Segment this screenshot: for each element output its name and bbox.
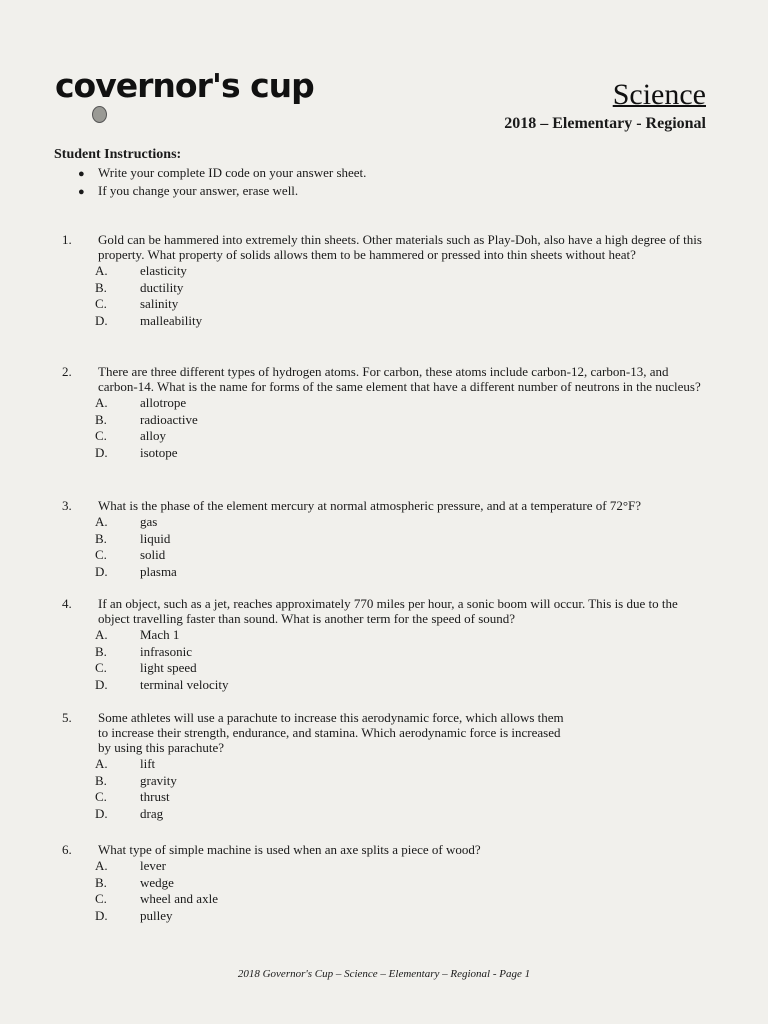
- instruction-item: ● If you change your answer, erase well.: [78, 182, 366, 200]
- question-number: 1.: [62, 232, 72, 247]
- choice-b: B. liquid: [95, 530, 171, 546]
- answer-choices: [95, 858, 712, 924]
- subject-title: Science: [612, 78, 706, 111]
- question-3: [62, 498, 712, 580]
- question-number: 5.: [62, 710, 72, 725]
- choice-c: C. salinity: [95, 296, 179, 311]
- question-6: [62, 842, 712, 924]
- choice-c: C. solid: [95, 547, 166, 562]
- choice-b: B. infrasonic: [95, 643, 192, 659]
- page-footer: 2018 Governor's Cup – Science – Elementary – Regional - Page 1: [237, 968, 531, 980]
- choice-a: A. allotrope: [95, 395, 187, 410]
- choice-d: D. drag: [95, 805, 164, 821]
- choice-c: C. alloy: [95, 428, 166, 443]
- bullet-icon: ●: [78, 168, 85, 180]
- choice-a: A. lift: [95, 756, 156, 771]
- question-2: [62, 364, 712, 461]
- choice-d: D. isotope: [95, 444, 178, 460]
- governors-cup-logo: [55, 66, 314, 126]
- choice-d: D. plasma: [95, 563, 177, 579]
- choice-b: B. wedge: [95, 874, 174, 890]
- answer-choices: [95, 395, 712, 461]
- question-1: [62, 232, 712, 329]
- answer-choices: [95, 627, 712, 693]
- question-number: 2.: [62, 364, 72, 379]
- choice-b: B. ductility: [95, 279, 184, 295]
- answer-choices: [95, 756, 712, 822]
- choice-a: A. lever: [95, 858, 166, 873]
- instructions-list: [78, 164, 366, 200]
- choice-d: D. malleability: [95, 312, 203, 328]
- medal-icon: [92, 106, 107, 123]
- choice-c: C. light speed: [95, 660, 197, 675]
- choice-b: B. gravity: [95, 772, 177, 788]
- logo-text: covernor's cup: [55, 66, 314, 105]
- answer-choices: [95, 263, 712, 329]
- question-5: [62, 710, 712, 822]
- question-text: Some athletes will use a parachute to increase this aerodynamic force, which allows them to increase their strength, endurance, and stamina. Which aerodynamic force is increased by using this parachute?: [98, 710, 564, 755]
- choice-d: D. terminal velocity: [95, 676, 229, 692]
- choice-d: D. pulley: [95, 907, 173, 923]
- question-4: [62, 596, 712, 693]
- question-text: What type of simple machine is used when an axe splits a piece of wood?: [98, 842, 481, 857]
- question-number: 3.: [62, 498, 72, 513]
- choice-a: A. gas: [95, 514, 158, 529]
- question-text: What is the phase of the element mercury at normal atmospheric pressure, and at a temperature of 72°F?: [98, 498, 642, 513]
- question-text: If an object, such as a jet, reaches approximately 770 miles per hour, a sonic boom will occur. This is due to the object travelling faster than sound. What is another term for the speed of sound?: [98, 596, 678, 626]
- choice-c: C. wheel and axle: [95, 891, 218, 906]
- choice-b: B. radioactive: [95, 411, 198, 427]
- choice-a: A. Mach 1: [95, 627, 180, 642]
- choice-a: A. elasticity: [95, 263, 187, 278]
- question-text: Gold can be hammered into extremely thin sheets. Other materials such as Play-Doh, also have a high degree of this property. What property of solids allows them to be hammered or pressed into thin sheets without heat?: [98, 232, 702, 262]
- instruction-item: ● Write your complete ID code on your answer sheet.: [78, 164, 366, 182]
- edition-subtitle: 2018 – Elementary - Regional: [504, 115, 706, 132]
- bullet-icon: ●: [78, 186, 85, 198]
- answer-choices: [95, 514, 712, 580]
- question-text: There are three different types of hydrogen atoms. For carbon, these atoms include carbon-12, carbon-13, and carbon-14. What is the name for forms of the same element that have a different number of neutrons in the nucleus?: [98, 364, 701, 394]
- choice-c: C. thrust: [95, 789, 170, 804]
- question-number: 6.: [62, 842, 72, 857]
- instructions-title: Student Instructions:: [54, 147, 182, 162]
- question-number: 4.: [62, 596, 72, 611]
